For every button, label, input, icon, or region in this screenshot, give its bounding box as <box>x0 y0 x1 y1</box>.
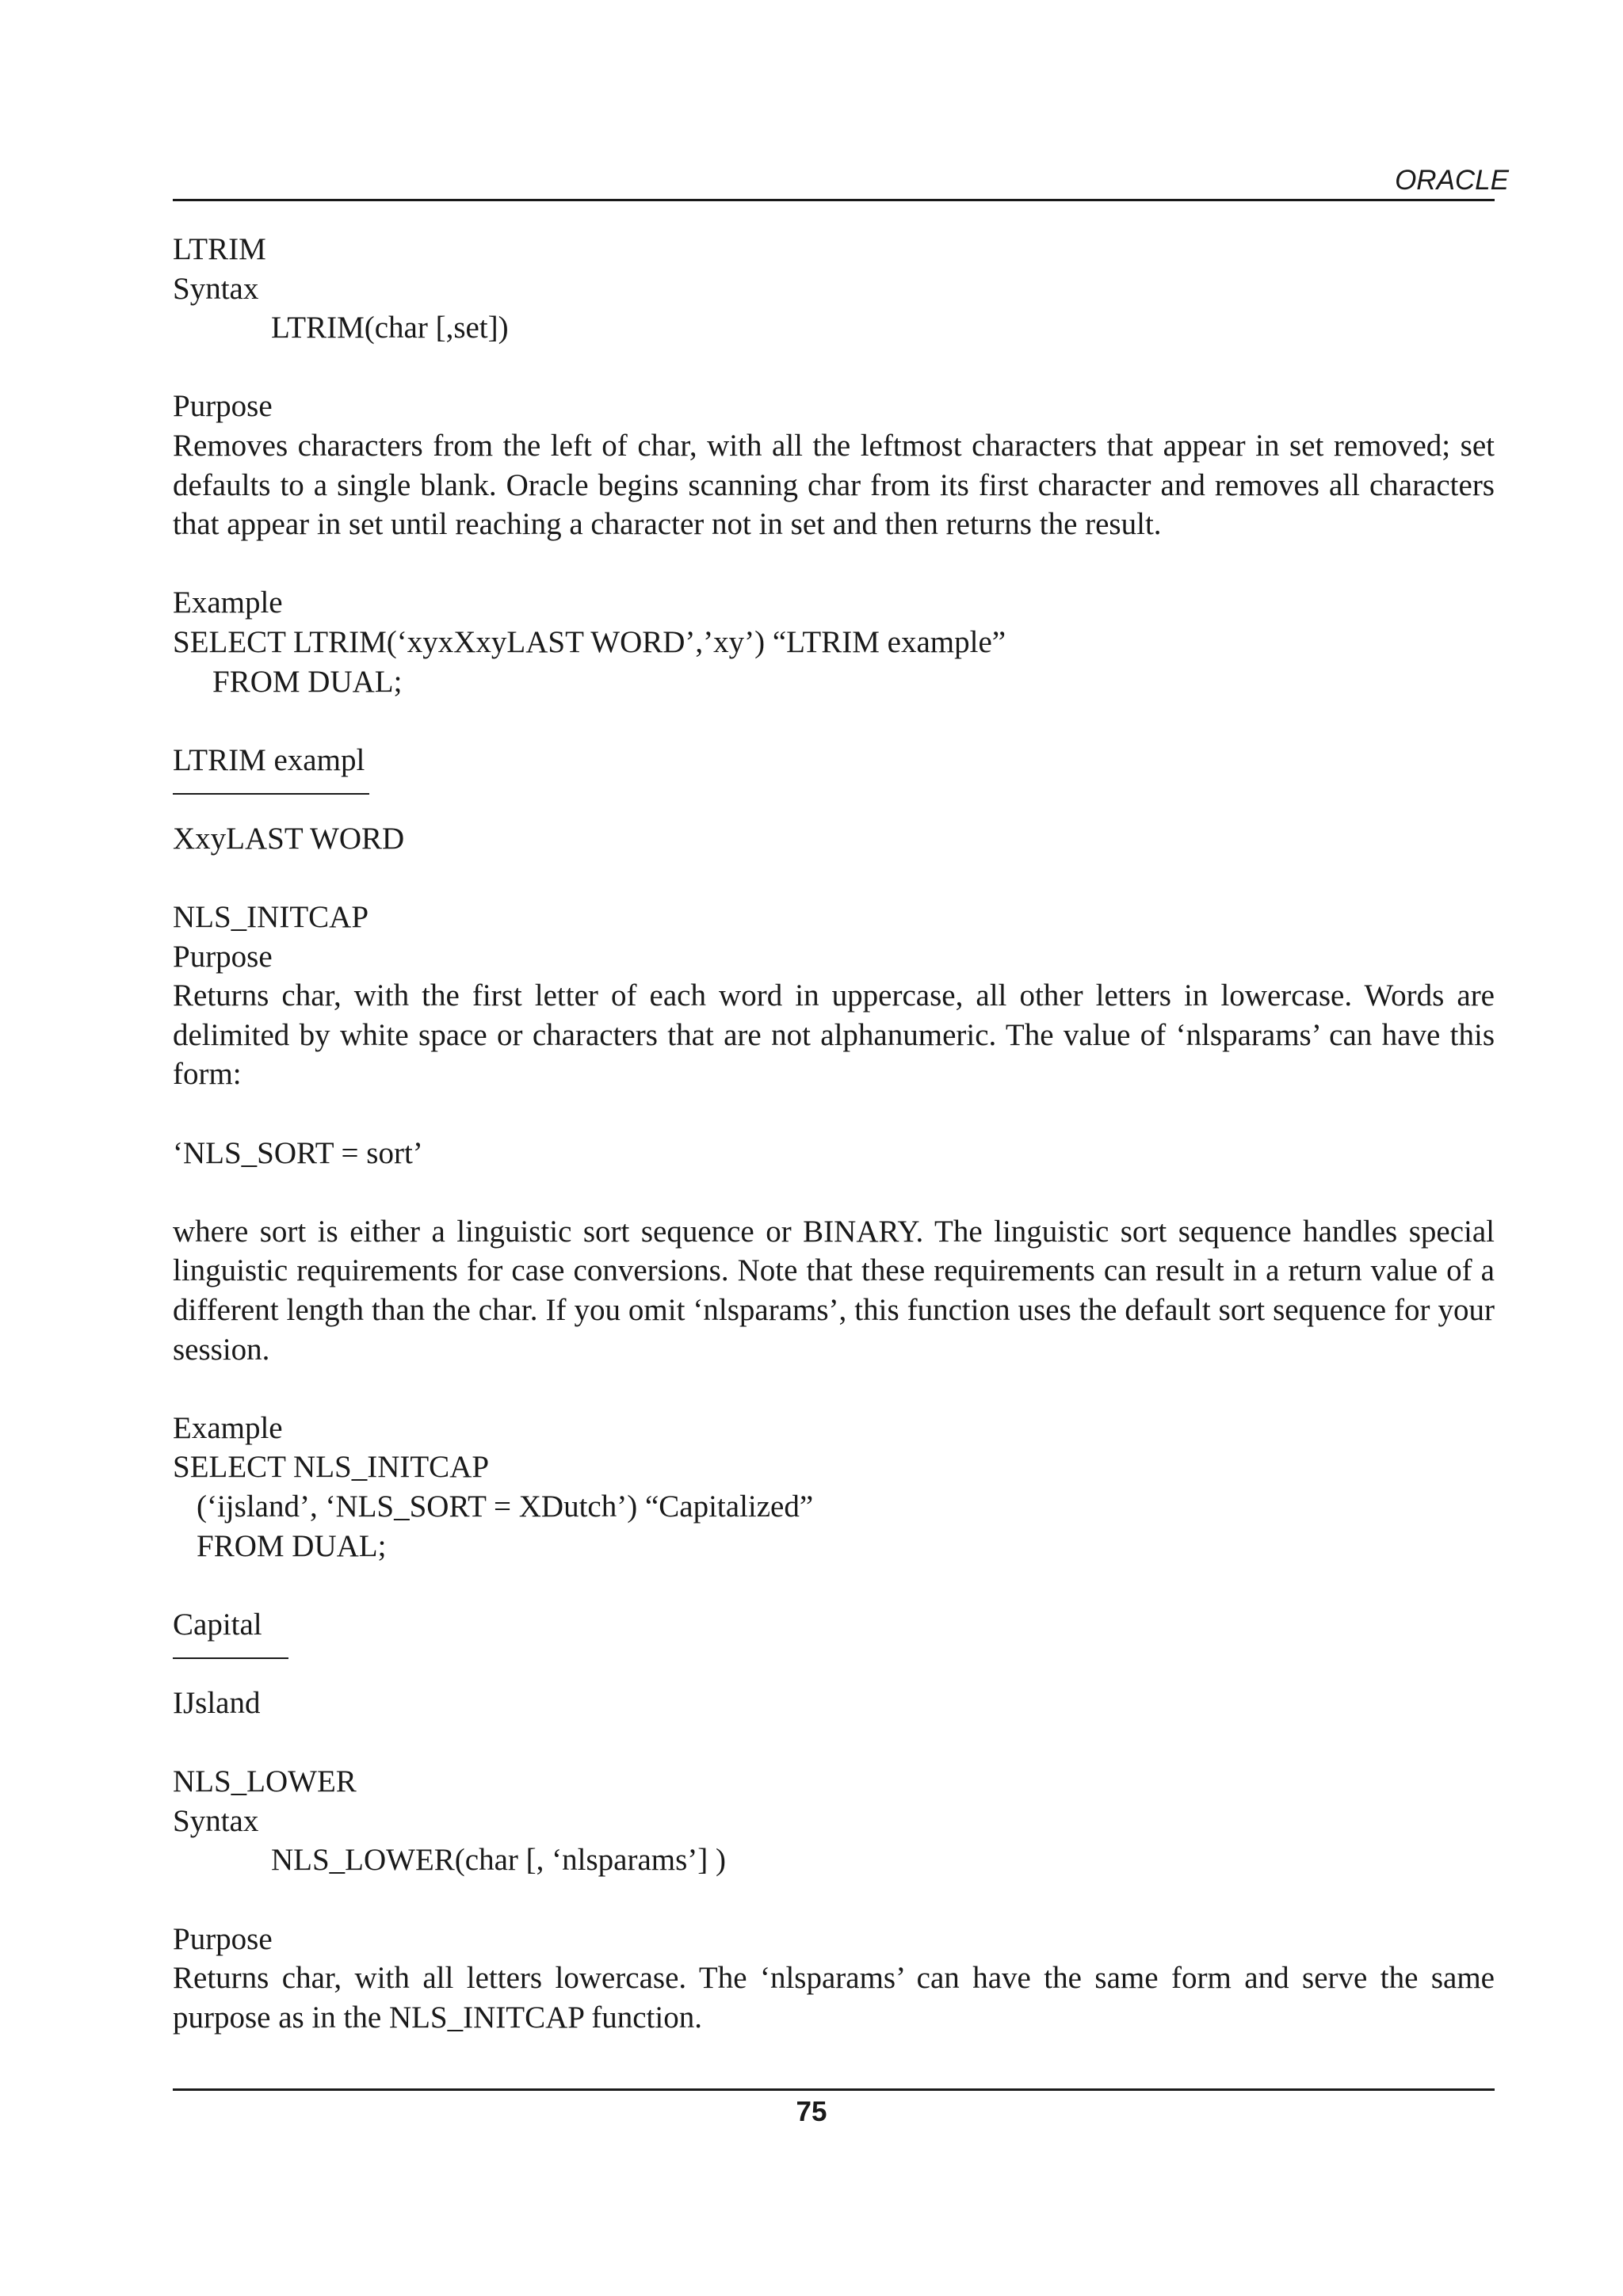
nls-initcap-example-line2: (‘ijsland’, ‘NLS_SORT = XDutch’) “Capitalized” <box>197 1489 814 1524</box>
ltrim-example-line1: SELECT LTRIM(‘xyxXxyLAST WORD’,’xy’) “LTRIM example” <box>173 624 1006 659</box>
spacer <box>173 1173 1495 1212</box>
nls-initcap-result-header: Capital <box>173 1607 262 1642</box>
spacer <box>173 701 1495 741</box>
page-number: 75 <box>796 2096 827 2127</box>
nls-lower-heading: NLS_LOWER <box>173 1764 357 1799</box>
nls-lower-purpose-text: Returns char, with all letters lowercase. The ‘nlsparams’ can have the same form and serve the same purpose as in the NLS_INITCAP function. <box>173 1961 1495 2035</box>
nls-initcap-example-line1: SELECT NLS_INITCAP <box>173 1450 490 1485</box>
ltrim-syntax-label: Syntax <box>173 271 259 306</box>
nls-initcap-purpose-label: Purpose <box>173 939 273 974</box>
header-rule <box>173 199 1495 201</box>
ltrim-result-header: LTRIM exampl <box>173 742 365 777</box>
ltrim-purpose-text: Removes characters from the left of char, with all the leftmost characters that appear in set removed; set defaults to a single blank. Oracle begins scanning char from its first character and removes all characters that appear in set until reaching a character not in set and then returns the result. <box>173 428 1495 542</box>
nls-initcap-result-value: IJsland <box>173 1685 261 1720</box>
spacer <box>173 1566 1495 1605</box>
ltrim-heading: LTRIM <box>173 232 266 266</box>
nls-initcap-description: where sort is either a linguistic sort sequence or BINARY. The linguistic sort sequence handles special linguistic requirements for case conversions. Note that these requirements can result in a return value of a different length than the char. If you omit ‘nlsparams’, this function uses the default sort sequence for your session. <box>173 1214 1495 1367</box>
spacer <box>173 544 1495 584</box>
ltrim-result-divider <box>173 780 1495 819</box>
spacer <box>173 1094 1495 1134</box>
nls-lower-purpose-label: Purpose <box>173 1921 273 1956</box>
footer-rule <box>173 2088 1495 2091</box>
ltrim-result-value: XxyLAST WORD <box>173 821 405 856</box>
nls-initcap-purpose-text: Returns char, with the first letter of each word in uppercase, all other letters in lowercase. Words are delimited by white space or characters that are not alphanumeric. The value of ‘nlsparams’ can have this form: <box>173 978 1495 1092</box>
running-header: ORACLE <box>1395 165 1509 196</box>
spacer <box>173 1369 1495 1409</box>
nls-lower-syntax: NLS_LOWER(char [, ‘nlsparams’] ) <box>271 1843 726 1878</box>
ltrim-syntax: LTRIM(char [,set]) <box>271 311 509 345</box>
nls-initcap-heading: NLS_INITCAP <box>173 900 369 935</box>
nls-initcap-example-line3: FROM DUAL; <box>197 1528 387 1563</box>
nls-initcap-result-divider <box>173 1644 1495 1684</box>
page-body <box>173 230 1495 2037</box>
spacer <box>173 1880 1495 1920</box>
nls-initcap-example-label: Example <box>173 1410 283 1445</box>
spacer <box>173 1723 1495 1763</box>
nls-lower-syntax-label: Syntax <box>173 1803 259 1838</box>
nls-initcap-form: ‘NLS_SORT = sort’ <box>173 1135 423 1170</box>
spacer <box>173 859 1495 898</box>
spacer <box>173 348 1495 387</box>
ltrim-example-label: Example <box>173 585 283 620</box>
ltrim-example-line2: FROM DUAL; <box>212 664 403 699</box>
ltrim-purpose-label: Purpose <box>173 389 273 424</box>
